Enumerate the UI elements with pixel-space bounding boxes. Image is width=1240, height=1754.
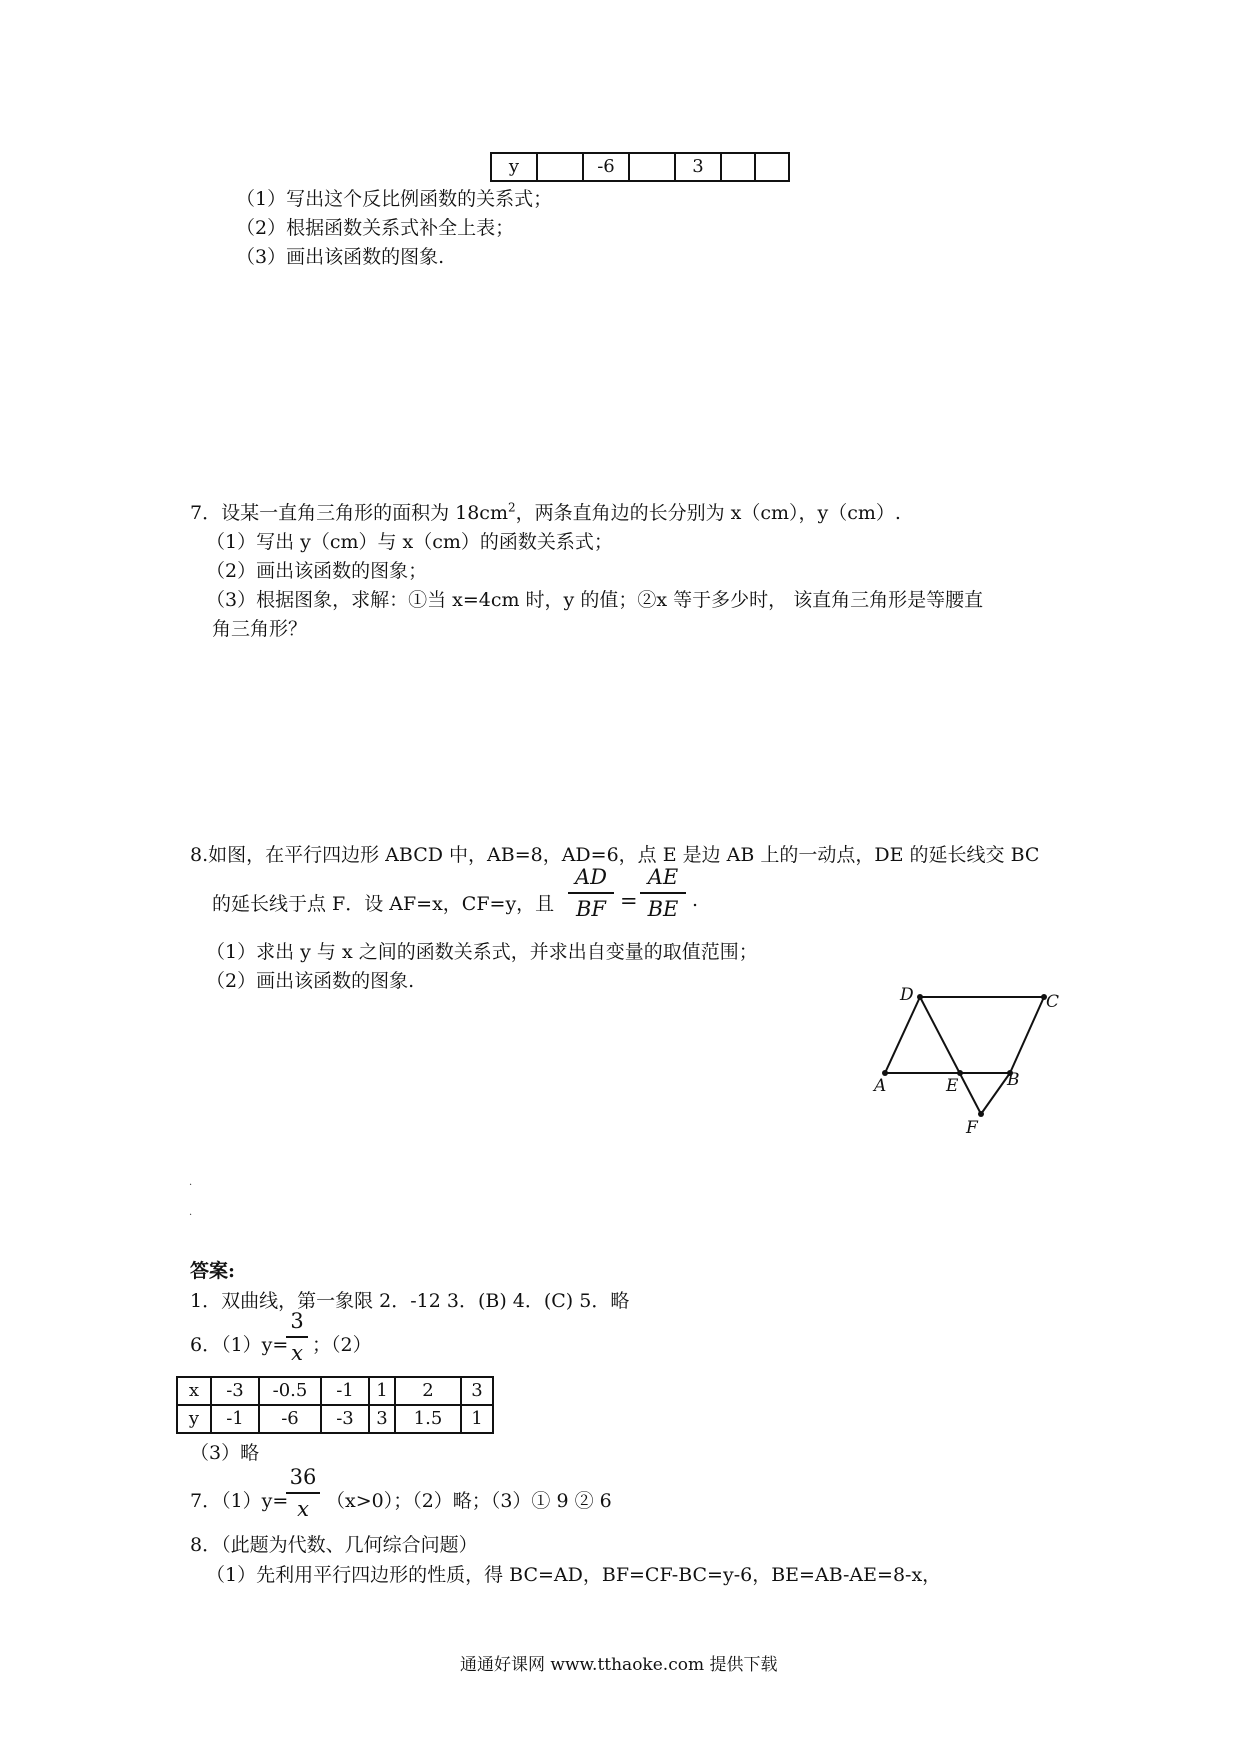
top-table-cell [537, 153, 583, 181]
q8-frac1-denominator: BF [575, 897, 606, 921]
point-d [917, 994, 923, 1000]
answer-7-numerator: 36 [289, 1465, 317, 1489]
table-cell: -0.5 [259, 1377, 321, 1405]
q8-stem-line2: 的延长线于点 F．设 AF=x，CF=y，且 [212, 893, 555, 915]
parallelogram-figure [860, 985, 1060, 1135]
table-cell: 2 [395, 1377, 461, 1405]
table-cell: 3 [369, 1405, 395, 1433]
answer-6-numerator: 3 [290, 1309, 304, 1333]
label-c: C [1046, 992, 1060, 1012]
answer-6-part-3: （3）略 [190, 1442, 260, 1464]
answer-7-fraction [286, 1464, 320, 1522]
table-cell: -3 [321, 1405, 369, 1433]
q8-frac2-denominator: BE [647, 897, 679, 921]
answers-line-1: 1．双曲线，第一象限 2．-12 3．(B) 4．(C) 5．略 [190, 1290, 630, 1312]
q8-stem-line1: 8.如图，在平行四边形 ABCD 中，AB=8，AD=6，点 E 是边 AB 上的一动点，DE 的延长线交 BC [190, 844, 1040, 866]
label-a: A [874, 1076, 887, 1096]
q8-equals-sign: = [620, 889, 638, 913]
answer-7-suffix: （x>0）；（2）略；（3）① 9 ② 6 [326, 1490, 612, 1512]
top-table-cell [629, 153, 675, 181]
table-cell: -6 [259, 1405, 321, 1433]
answer-8-line-2: （1）先利用平行四边形的性质，得 BC=AD，BF=CF-BC=y-6，BE=AB-AE=8-x， [206, 1564, 942, 1586]
q6-item-3: （3）画出该函数的图象. [236, 246, 445, 268]
top-table-cell [721, 153, 755, 181]
q7-stem-part-a: 7．设某一直角三角形的面积为 18cm [190, 502, 508, 524]
table-row [177, 1377, 493, 1405]
q8-frac1-numerator: AD [574, 865, 607, 889]
q8-item-1: （1）求出 y 与 x 之间的函数关系式，并求出自变量的取值范围； [206, 941, 758, 963]
table-cell: -1 [211, 1405, 259, 1433]
table-cell: -3 [211, 1377, 259, 1405]
answer-6-prefix: 6．（1）y= [190, 1334, 289, 1356]
table-cell: x [177, 1377, 211, 1405]
q6-item-1: （1）写出这个反比例函数的关系式； [236, 188, 553, 210]
stray-mark: · [189, 1180, 193, 1191]
answer-7-prefix: 7．（1）y= [190, 1490, 289, 1512]
table-row [177, 1405, 493, 1433]
table-cell: 1 [461, 1405, 493, 1433]
segment-bf [981, 1073, 1010, 1114]
label-d: D [900, 985, 914, 1005]
q7-item-2: （2）画出该函数的图象； [206, 560, 428, 582]
q7-item-3-cont: 角三角形？ [212, 618, 308, 640]
top-value-table [490, 152, 790, 182]
page-footer: 通通好课网 www.tthaoke.com 提供下载 [460, 1655, 778, 1675]
q7-stem-superscript: 2 [507, 500, 516, 515]
top-table-cell: 3 [675, 153, 721, 181]
table-cell: y [177, 1405, 211, 1433]
answer-7-denominator: x [297, 1497, 309, 1521]
table-cell: 3 [461, 1377, 493, 1405]
q8-fraction-ae-be [640, 864, 686, 922]
fraction-bar [286, 1492, 320, 1494]
top-table-cell: y [491, 153, 537, 181]
q6-item-2: （2）根据函数关系式补全上表； [236, 217, 515, 239]
segment-df [920, 997, 981, 1114]
table-cell: 1 [369, 1377, 395, 1405]
q7-stem-part-b: ，两条直角边的长分别为 x（cm），y（cm）. [515, 502, 901, 524]
point-f [978, 1111, 984, 1117]
q8-fraction-ad-bf [568, 864, 614, 922]
fraction-bar [640, 892, 686, 894]
fraction-bar [568, 892, 614, 894]
top-table-cell: -6 [583, 153, 629, 181]
q7-item-3: （3）根据图象，求解：①当 x=4cm 时，y 的值；②x 等于多少时， 该直角三角形是等腰直 [206, 589, 984, 611]
label-e: E [946, 1076, 959, 1096]
answer-6-table [176, 1376, 494, 1434]
segment-cb [1010, 997, 1044, 1073]
answers-heading: 答案: [190, 1260, 236, 1282]
segment-da [885, 997, 920, 1073]
answer-6-denominator: x [291, 1341, 303, 1365]
table-cell: 1.5 [395, 1405, 461, 1433]
q7-stem [190, 498, 901, 525]
answer-8-line-1: 8．（此题为代数、几何综合问题） [190, 1534, 478, 1556]
q7-item-1: （1）写出 y（cm）与 x（cm）的函数关系式； [206, 531, 613, 553]
label-b: B [1007, 1070, 1020, 1090]
table-cell: -1 [321, 1377, 369, 1405]
q8-item-2: （2）画出该函数的图象. [206, 970, 415, 992]
q8-period: . [692, 889, 699, 911]
fraction-bar [286, 1336, 308, 1338]
answer-6-fraction [286, 1308, 308, 1366]
q8-frac2-numerator: AE [647, 865, 679, 889]
stray-mark: · [189, 1210, 193, 1221]
top-table-cell [755, 153, 789, 181]
answer-6-suffix: ；（2） [312, 1334, 372, 1356]
label-f: F [966, 1118, 978, 1138]
